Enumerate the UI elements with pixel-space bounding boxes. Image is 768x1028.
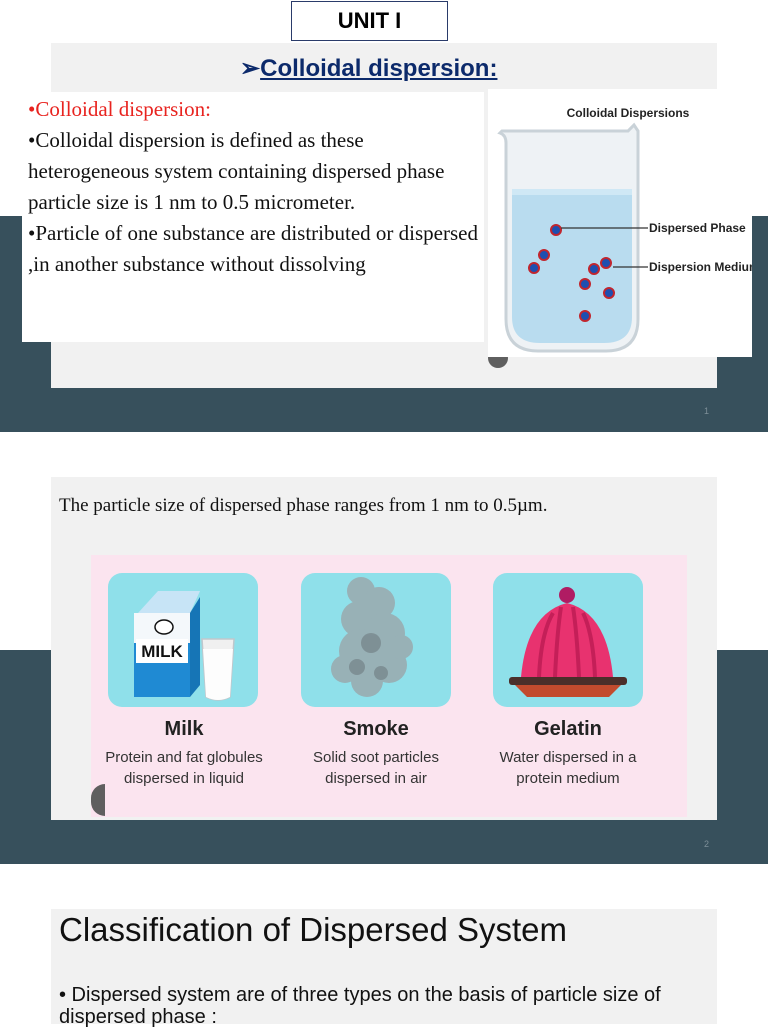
slide1-text-block xyxy=(22,92,484,342)
slide2-page-number: 2 xyxy=(704,839,710,849)
example-desc-milk: Protein and fat globules dispersed in liquid xyxy=(105,749,263,787)
milk-tile xyxy=(108,573,258,707)
slide1-page-number: 1 xyxy=(704,406,710,416)
beaker-illustration xyxy=(488,89,752,357)
example-desc-gelatin: Water dispersed in a protein medium xyxy=(499,749,637,787)
milk-carton-icon xyxy=(108,573,258,707)
colloid-examples-card xyxy=(91,555,687,817)
diagram-title: Colloidal Dispersions xyxy=(566,106,690,120)
particle xyxy=(529,263,539,273)
plate xyxy=(515,685,621,697)
liquid-surface xyxy=(512,189,632,195)
particle xyxy=(580,279,590,289)
carton-side xyxy=(190,597,200,697)
slide2-intro: The particle size of dispersed phase ranges from 1 nm to 0.5µm. xyxy=(59,495,548,516)
gelatin-body xyxy=(521,603,613,677)
label-dispersion-medium: Dispersion Medium xyxy=(649,260,752,274)
particle xyxy=(539,250,549,260)
bullet-definition: •Colloidal dispersion is defined as these heterogeneous system containing dispersed phase particle size is 1 nm to 0.5 micrometer. xyxy=(28,128,445,214)
bullet-particle: •Particle of one substance are distributed or dispersed ,in another substance without dissolving xyxy=(28,221,478,276)
arrow-bullet-icon: ➢ xyxy=(240,55,261,82)
unit-label-box xyxy=(291,1,448,41)
example-desc-smoke: Solid soot particles dispersed in air xyxy=(313,749,439,787)
particle xyxy=(604,288,614,298)
carton-top xyxy=(138,591,200,613)
beaker-diagram xyxy=(488,89,752,357)
example-title-milk: Milk xyxy=(164,718,204,740)
bullet-title: •Colloidal dispersion: xyxy=(28,97,211,121)
label-dispersed-phase: Dispersed Phase xyxy=(649,221,746,235)
milk-in-glass xyxy=(203,649,233,700)
smoke-icon xyxy=(301,573,451,707)
cow-icon xyxy=(155,620,173,634)
slide3-title: Classification of Dispersed System xyxy=(59,911,568,948)
example-title-gelatin: Gelatin xyxy=(534,718,602,740)
slide3-bullet: • Dispersed system are of three types on the basis of particle size of dispersed phase : xyxy=(59,984,661,1028)
smoke-tile xyxy=(301,573,451,707)
particle xyxy=(589,264,599,274)
milk-carton-text: MILK xyxy=(141,642,183,661)
plate-rim xyxy=(509,677,627,685)
gelatin-top-knob xyxy=(559,587,575,603)
particle xyxy=(580,311,590,321)
particle xyxy=(551,225,561,235)
slide1-heading-text: Colloidal dispersion: xyxy=(260,55,498,82)
particle xyxy=(601,258,611,268)
unit-label: UNIT I xyxy=(337,8,402,33)
slide1-heading xyxy=(240,54,497,83)
example-title-smoke: Smoke xyxy=(343,718,409,740)
gelatin-icon xyxy=(493,573,643,707)
gelatin-tile xyxy=(493,573,643,707)
